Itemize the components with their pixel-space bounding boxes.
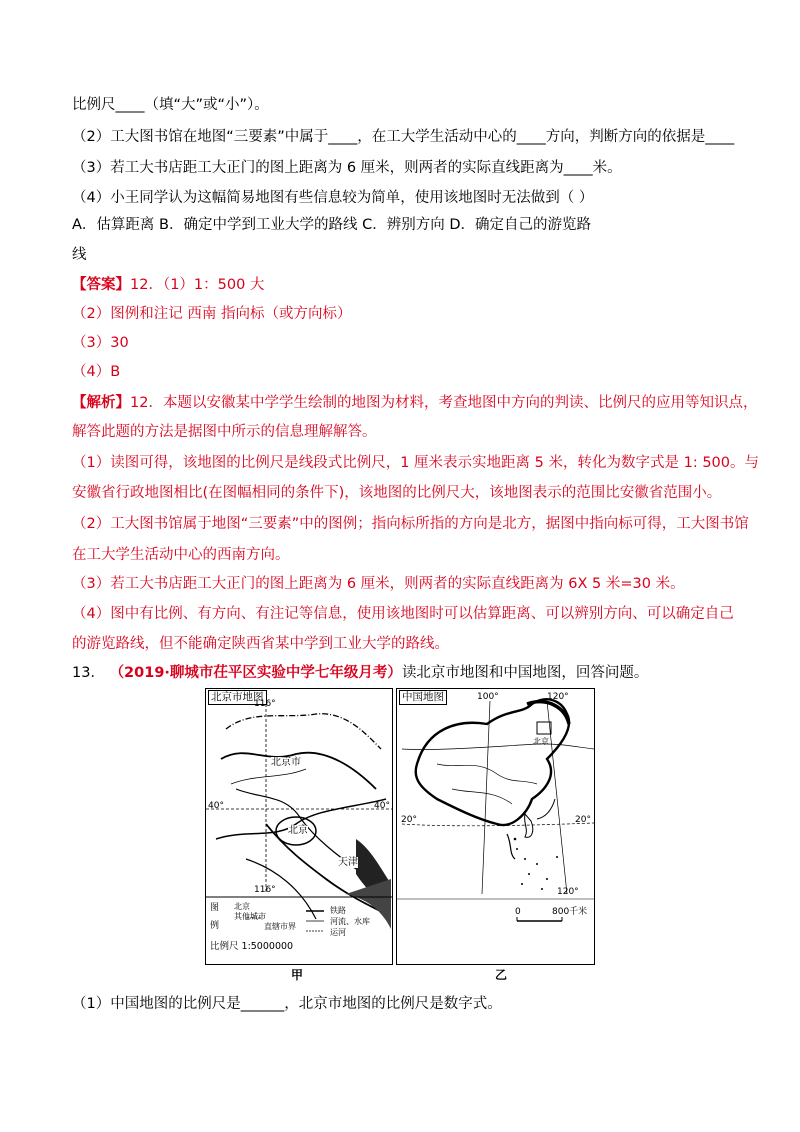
legend-title-1: 图 — [210, 903, 220, 913]
beijing-lon-top: 116° — [254, 699, 276, 709]
q13-subquestion-1: （1）中国地图的比例尺是______，北京市地图的比例尺是数字式。 — [72, 996, 502, 1012]
answer-line-1 — [72, 275, 264, 295]
legend-river: 河流、水库 — [330, 917, 370, 926]
analysis-line-9: 的游览路线，但不能确定陕西省某中学到工业大学的路线。 — [72, 636, 449, 652]
legend-title-2: 例 — [210, 921, 220, 931]
analysis-line-1 — [72, 393, 757, 413]
beijing-map — [205, 688, 393, 965]
legend-other-city: 其他城市 — [234, 912, 266, 921]
analysis-text-1: 12．本题以安徽某中学学生绘制的地图为材料，考查地图中方向的判读、比例尺的应用等知识点， — [130, 395, 758, 411]
beijing-city-label: 北京市 — [271, 757, 301, 768]
china-lat-20-left: 20° — [401, 815, 417, 825]
analysis-line-2: 解答此题的方法是据图中所示的信息理解解答。 — [72, 424, 377, 440]
q12-line-1: 比例尺____（填“大”或“小”）。 — [72, 97, 269, 113]
beijing-capital-label: 北京 — [288, 825, 308, 836]
q13-text: 读北京市地图和中国地图，回答问题。 — [401, 665, 649, 681]
answer-tag: 【答案】 — [72, 277, 130, 293]
q12-options: A．估算距离 B．确定中学到工业大学的路线 C．辨别方向 D．确定自己的游览路 — [72, 217, 591, 233]
analysis-line-6: 在工大学生活动中心的西南方向。 — [72, 547, 290, 563]
beijing-lon-bottom: 116° — [254, 885, 276, 895]
answer-line-3: （3）30 — [72, 335, 129, 351]
beijing-lat-right: 40° — [374, 801, 390, 811]
legend-railway: 铁路 — [330, 906, 346, 915]
analysis-tag: 【解析】 — [72, 395, 130, 411]
map-caption-yi: 乙 — [495, 968, 508, 982]
beijing-map-title: 北京市地图 — [208, 690, 267, 705]
maps-figure — [205, 688, 595, 983]
q12-line-2: （2）工大图书馆在地图“三要素”中属于____，在工大学生活动中心的____方向，判断方向的依据是____ — [72, 129, 735, 145]
china-map — [396, 688, 595, 965]
answer-line-4: （4）B — [72, 364, 121, 380]
q13-source: （2019·聊城市茌平区实验中学七年级月考） — [109, 665, 402, 681]
china-lon-100: 100° — [477, 692, 499, 702]
analysis-line-3: （1）读图可得，该地图的比例尺是线段式比例尺，1 厘米表示实地距离 5 米，转化为数字式是 1: 500。与 — [72, 455, 760, 471]
analysis-line-5: （2）工大图书馆属于地图“三要素”中的图例；指向标所指的方向是北方，据图中指向标可得，工大图书馆 — [72, 516, 749, 532]
china-lon-120-bottom: 120° — [557, 887, 579, 897]
beijing-scale: 比例尺 1:5000000 — [210, 941, 294, 952]
beijing-lat-left: 40° — [208, 801, 224, 811]
map-caption-jia: 甲 — [291, 968, 304, 982]
legend-municipal-border: 直辖市界 — [264, 922, 296, 931]
q13-number: 13． — [72, 665, 105, 681]
china-beijing-label: 北京 — [533, 737, 549, 746]
q12-line-4: （4）小王同学认为这幅简易地图有些信息较为简单，使用该地图时无法做到（ ） — [72, 190, 594, 206]
china-scale-800: 800千米 — [552, 907, 588, 917]
analysis-line-7: （3）若工大书店距工大正门的图上距离为 6 厘米，则两者的实际直线距离为 6X 5 米=30 米。 — [72, 576, 685, 592]
china-lat-20-right: 20° — [575, 815, 591, 825]
china-map-drawing — [397, 689, 594, 964]
tianjin-label: 天津 — [338, 857, 358, 868]
q12-options-wrap: 线 — [72, 247, 87, 263]
analysis-line-8: （4）图中有比例、有方向、有注记等信息，使用该地图时可以估算距离、可以辨别方向、可以确定自己 — [72, 606, 734, 622]
question-13-stem — [72, 663, 648, 683]
answer-text-1: 12．（1）1：500 大 — [130, 277, 265, 293]
q12-line-3: （3）若工大书店距工大正门的图上距离为 6 厘米，则两者的实际直线距离为____米。 — [72, 160, 622, 176]
analysis-line-4: 安徽省行政地图相比(在图幅相同的条件下)，该地图的比例尺大，该地图表示的范围比安徽省范围小。 — [72, 485, 722, 501]
legend-beijing: 北京 — [234, 902, 250, 911]
answer-line-2: （2）图例和注记 西南 指向标（或方向标） — [72, 306, 352, 322]
legend-canal: 运河 — [330, 928, 346, 937]
china-lon-120: 120° — [547, 692, 569, 702]
china-scale-zero: 0 — [515, 907, 521, 917]
china-map-title: 中国地图 — [399, 690, 447, 705]
